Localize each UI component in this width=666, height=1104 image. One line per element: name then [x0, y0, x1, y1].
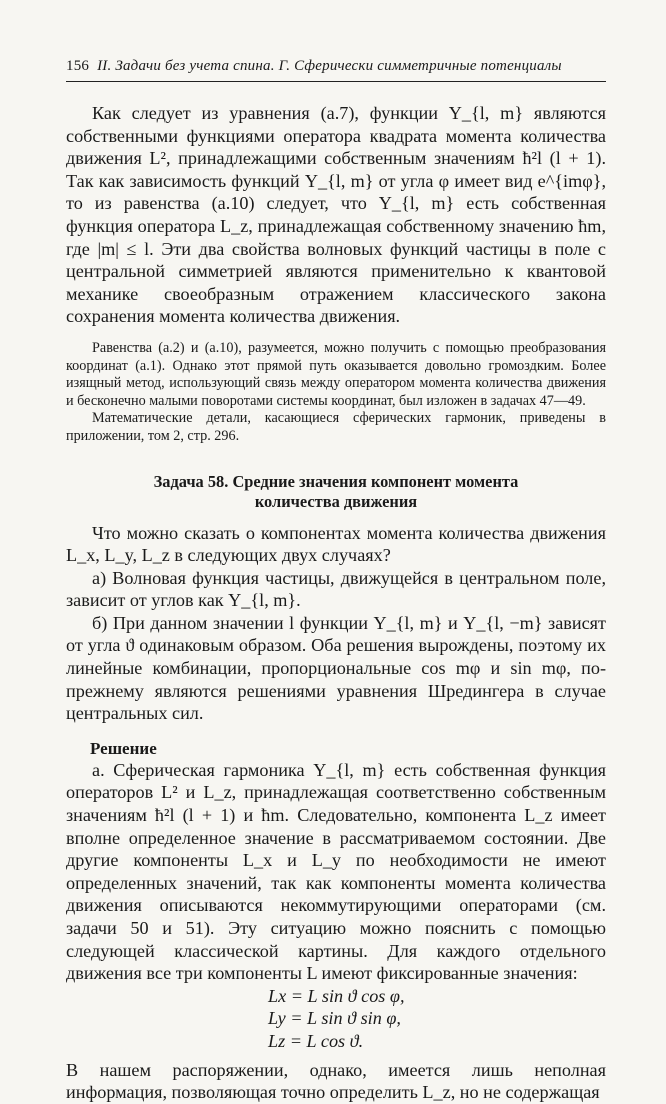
problem-statement [66, 522, 606, 725]
running-title: II. Задачи без учета спина. Г. Сферически симметричные потенциалы [97, 58, 562, 74]
formula-lz: Lz = L cos ϑ. [268, 1030, 364, 1051]
case-b-text: б) При данном значении l функции Y_{l, m} и Y_{l, −m} зависят от угла ϑ одинаковым образом. Оба решения вырождены, поэтому их линейные комбинации, пропорциональные cos mφ и sin mφ, по-прежнему являются решениями уравнения Шредингера в случае центральных сил. [66, 612, 606, 724]
intro-paragraph: Как следует из уравнения (а.7), функции Y_{l, m} являются собственными функциями оператора квадрата момента количества движения L², принадлежащими собственным значениям ħ²l (l + 1). Так как зависимость функций Y_{l, m} от угла φ имеет вид e^{imφ}, то из равенства (а.10) следует, что Y_{l, m} есть собственная функция оператора L_z, принадлежащая собственному значению ħm, где |m| ≤ l. Эти два свойства волновых функций частицы в поле с центральной симметрией являются применительно к квантовой механике своеобразным отражением классического закона сохранения момента количества движения. [66, 103, 606, 327]
solution-paragraph: а. Сферическая гармоника Y_{l, m} есть собственная функция операторов L² и L_z, принадлежащая соответственно собственным значениям ħ²l (l + 1) и ħm. Следовательно, компонента L_z имеет вполне определенное значение в рассматриваемом состоянии. Две другие компоненты L_x и L_y по необходимости не имеют определенных значений, так как компоненты момента количества движения описываются некоммутирующими операторами (см. задачи 50 и 51). Эту ситуацию можно пояснить с помощью следующей классической картины. Для каждого отдельного движения все три компоненты L имеют фиксированные значения: [66, 759, 606, 984]
footnote-block [66, 340, 606, 446]
closing-block [66, 1059, 606, 1104]
case-a-text: а) Волновая функция частицы, движущейся в центральном поле, зависит от углов как Y_{l, m}. [66, 567, 606, 611]
note-appendix: Математические детали, касающиеся сферических гармоник, приведены в приложении, том 2, стр. 296. [66, 410, 606, 444]
problem-title-line2: количества движения [254, 491, 418, 511]
page-header [66, 58, 606, 82]
solution-heading: Решение [90, 738, 157, 758]
intro-block [66, 102, 606, 328]
question-text: Что можно сказать о компонентах момента количества движения L_x, L_y, L_z в следующих двух случаях? [66, 522, 606, 566]
closing-text: В нашем распоряжении, однако, имеется лишь неполная информация, позволяющая точно определить L_z, но не содержащая [66, 1059, 606, 1103]
note-transformation: Равенства (а.2) и (а.10), разумеется, можно получить с помощью преобразования координат (а.1). Однако этот прямой путь оказывается довольно громоздким. Более изящный метод, использующий связь между оператором момента количества движения и бесконечно малыми поворотами системы координат, был изложен в задачах 47—49. [66, 339, 606, 409]
formula-ly: Ly = L sin ϑ sin φ, [268, 1008, 401, 1029]
problem-title [66, 472, 606, 512]
page-number: 156 [66, 58, 90, 74]
problem-title-line1: Задача 58. Средние значения компонент момента [153, 471, 519, 491]
solution-block [66, 759, 606, 985]
component-formulas [66, 985, 606, 1053]
book-page [66, 58, 606, 1104]
formula-lx: Lx = L sin ϑ cos φ, [268, 985, 405, 1006]
